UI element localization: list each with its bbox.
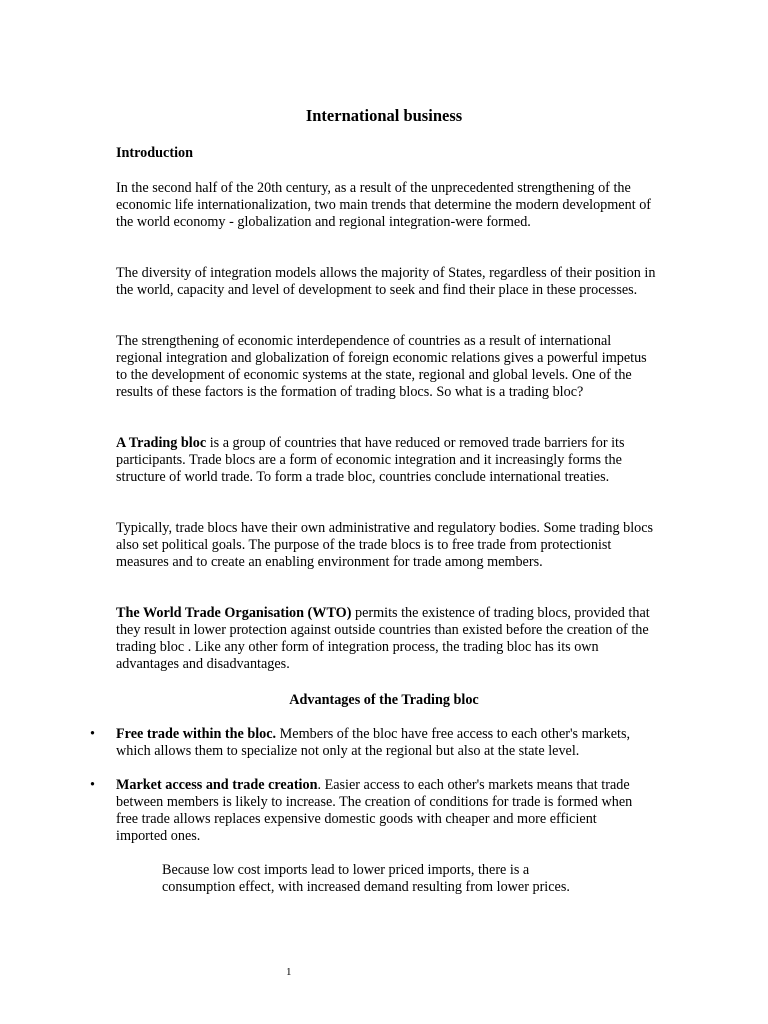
list-item-body: . Easier access to each other's markets means that trade between members is likely to increase. The creation of conditions for trade is formed when free trade allows replaces expensive domestic goods with cheaper and more efficient imported ones. — [116, 777, 633, 844]
indented-paragraph: Because low cost imports lead to lower priced imports, there is a consumption effect, with increased demand resulting from lower prices. — [162, 862, 570, 895]
list-item-text — [116, 777, 646, 845]
paragraph-6 — [116, 605, 656, 673]
list-item-body: Members of the bloc have free access to each other's markets, which allows them to specialize not only at the regional but also at the state level. — [116, 726, 631, 759]
term-trading-bloc: A Trading bloc — [116, 435, 207, 451]
paragraph-2: The diversity of integration models allows the majority of States, regardless of their position in the world, capacity and level of development to seek and find their place in these processes. — [116, 265, 656, 298]
bullet-icon: • — [90, 726, 95, 742]
paragraph-1: In the second half of the 20th century, as a result of the unprecedented strengthening of the economic life internationalization, two main trends that determine the modern development of the world economy - globalization and regional integration-were formed. — [116, 180, 652, 230]
paragraph-6-text: permits the existence of trading blocs, provided that they result in lower protection against outside countries than existed before the creation of the trading bloc . Like any other form of integration process, the trading bloc has its own advantages and disadvantages. — [116, 605, 650, 672]
list-item-term: Market access and trade creation — [116, 777, 318, 793]
section-heading-advantages: Advantages of the Trading bloc — [289, 692, 479, 708]
paragraph-5: Typically, trade blocs have their own administrative and regulatory bodies. Some trading blocs also set political goals. The purpose of the trade blocs is to free trade from protectionist measures and to create an enabling environment for trade among members. — [116, 520, 654, 570]
paragraph-4 — [116, 435, 656, 486]
page-title: International business — [305, 106, 463, 125]
list-item-term: Free trade within the bloc. — [116, 726, 277, 742]
section-heading-introduction: Introduction — [116, 145, 193, 161]
page-number: 1 — [286, 966, 292, 978]
bullet-icon: • — [90, 777, 95, 793]
term-wto: The World Trade Organisation (WTO) — [116, 605, 352, 621]
list-item-text — [116, 726, 646, 760]
paragraph-4-text: is a group of countries that have reduced or removed trade barriers for its participants. Trade blocs are a form of economic integration and it increasingly forms the structure of world trade. To form a trade bloc, countries conclude international treaties. — [116, 435, 625, 485]
paragraph-3: The strengthening of economic interdependence of countries as a result of international regional integration and globalization of foreign economic relations gives a powerful impetus to the development of economic systems at the state, regional and global levels. One of the results of these factors is the formation of trading blocs. So what is a trading bloc? — [116, 333, 647, 400]
